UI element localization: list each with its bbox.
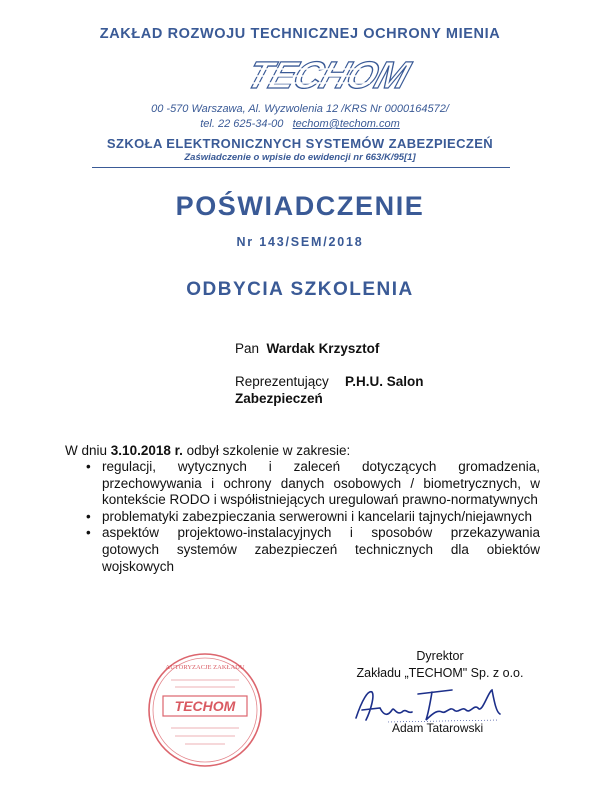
training-intro [65,443,350,458]
signatory-block [340,648,540,682]
recipient-line [235,341,379,356]
bullet-icon: • [86,459,91,474]
signatory-organization: Zakładu „TECHOM" Sp. z o.o. [356,666,524,680]
svg-text:AUTORYZACJE ZAKŁADU: AUTORYZACJE ZAKŁADU [165,664,245,671]
signatory-role: Dyrektor [416,649,464,663]
topic-text: regulacji, wytycznych i zaleceń dotyczących gromadzenia, przechowywania i ochrony danych osobowych / biometrycznych, w kontekście RODO i współistniejących uregulowań prawno-normatywnych [102,459,540,508]
header-divider [92,167,510,168]
representing-label: Reprezentujący [235,374,329,389]
training-date: 3.10.2018 r. [110,443,183,458]
signatory-name: Adam Tatarowski [392,721,484,735]
school-name: SZKOŁA ELEKTRONICZNYCH SYSTEMÓW ZABEZPIECZEŃ [106,136,494,151]
handwritten-signature [348,682,518,726]
email-link[interactable]: techom@techom.com [292,118,400,130]
bullet-icon: • [86,508,91,524]
address-line: 00 -570 Warszawa, Al. Wyzwolenia 12 /KRS Nr 0000164572/ [151,103,449,115]
certificate-title: POŚWIADCZENIE [175,191,425,221]
address-block [0,102,600,132]
company-name: P.H.U. Salon Zabezpieczeń [235,374,424,406]
representing-line [235,373,465,407]
registry-note: Zaświadczenie o wpisie do ewidencji nr 663/K/95[1] [184,152,416,163]
recipient-name: Wardak Krzysztof [266,341,380,356]
training-topics [86,459,540,575]
svg-text:TECHOM: TECHOM [174,698,236,714]
techom-logo [236,52,414,97]
certificate-subtitle: ODBYCIA SZKOLENIA [186,279,414,300]
intro-suffix: odbył szkolenie w zakresie: [186,443,351,458]
bullet-icon: • [86,525,91,541]
intro-prefix: W dniu [65,443,108,458]
phone: tel. 22 625-34-00 [200,118,284,130]
list-item [86,459,540,509]
certificate-number: Nr 143/SEM/2018 [236,235,364,249]
salutation: Pan [235,341,260,356]
organization-name: ZAKŁAD ROZWOJU TECHNICZNEJ OCHRONY MIENIA [99,26,501,42]
topic-text: problematyki zabezpieczania serwerowni i kancelarii tajnych/niejawnych [102,508,532,524]
list-item [86,525,540,575]
company-stamp [145,650,265,770]
list-item [86,509,540,526]
contact-line [0,117,600,132]
svg-text:TECHOM: TECHOM [241,54,414,97]
topic-text: aspektów projektowo-instalacyjnych i sposobów przekazywania gotowych systemów zabezpieczeń technicznych dla obiektów wojskowych [102,525,540,574]
